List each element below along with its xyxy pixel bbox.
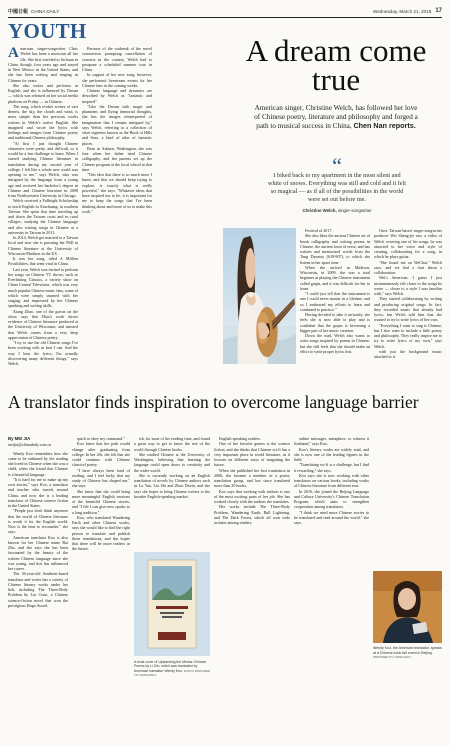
story2-col1-paragraph: The 36-year-old Southern-based translator and writer has a variety of Chinese literary works under her belt, including The Three-Body Problem by Liu Cixin, a Chinese science-fiction novel that won the prestigious Hugo Award. (8, 571, 68, 608)
story2-col3-paragraph: ish, for most of her reading time, and found a great way to get to know the rest of the world through Chinese books. (134, 436, 210, 452)
story2-col1-paragraph: "It is hard for me to make up my own stories," says Koo, a translator and teacher who travels around China, and now she is a leading translator of Chinese science fiction in the United States. (8, 476, 68, 508)
quote-icon: “ (332, 153, 342, 178)
story1-paragraph: Born in Auburn, Washington, she was four when her father tried Chinese calligraphy, and her parents set up the Chinese program at the local school at that time. (82, 145, 152, 172)
story2-column-5 (294, 436, 369, 742)
feature-paragraph: with just the background music attached to it. (374, 348, 442, 359)
story1-lead-text: merican singer-songwriter Chris Welch has been a musician all her life. She first traveled to Sichuan in China, though, four years ago and stayed in New Mexico in the United States, and she has been writing and singing in Chinese for years. (8, 46, 78, 83)
book-cover-image (134, 552, 210, 656)
story2-col2-paragraph: Koo knew that her path would change after graduating from college. In her 20s, she felt that she could continue with Chinese classical poetry. (72, 441, 130, 468)
story2-headline: A translator finds inspiration to overcome language barrier (8, 392, 419, 412)
story1-lead-paragraph (8, 46, 78, 83)
story1-paragraph: "At first I just thought Chinese characters were pretty, and difficult, so it would be a fun challenge to learn. When I started studying Chinese literature in translation during my second year of college, I felt like a whole new world was opening to me," says Welch, who was intrigued by the language from a young age and received her bachelor's degree in Chinese and Chinese literature in 2008 from Northwestern University in Chicago. (8, 140, 78, 198)
story2-column-6 (373, 436, 442, 566)
story1-paragraph: Because of the outbreak of the novel coronavirus prompting cancellation of concerts in the country, Welch had to postpone a scheduled summer tour in China. (82, 46, 152, 72)
feature-column-b (300, 228, 370, 380)
story1-paragraph: Last year, Welch was invited to perform her songs on Chinese TV shows, such as Everlasting Classics, a variety show on China Central Television, which was very much popular Chinese music fans, some of which were simply stunned with her singing, and impressed by her Chinese speaking and writing skills. (8, 266, 78, 309)
feature-paragraph: Down the road, Welch also wants to write songs inspired by poems in Chinese, but she still feels that she should make an effort to write proper lyrics first. (300, 333, 370, 354)
story2-col1-paragraph: "People just don't think anymore that the world of Chinese literature is worth it for the English world. Now is the time to reconsider," she says. (8, 508, 68, 535)
story2-col1-paragraph: Wendy Koo remembers how she came to be enthused by the reading she loved in Chinese when she was a child, when she found that Chinese is a beautiful language. (8, 450, 68, 477)
drop-cap: A (8, 46, 19, 61)
story2-column-3-top (134, 436, 210, 548)
story1-paragraph: "I try to use the old Chinese songs I've been working with as best I can. And the way I hear the lyrics, I'm actually discovering many different things," says Welch. (8, 340, 78, 366)
story1-paragraph: Chinese language and dynamics are described by Welch as "fantastic and inspired". (82, 88, 152, 104)
story2-column-1 (8, 436, 68, 742)
story1-paragraph: Welch received a Fulbright Scholarship to teach English in Xiaohuang, in southern Taiwan. She spent that time traveling up and down the Taiwan coast and in rural villages, studying the Chinese language and also writing songs in Chinese at a university in Taiwan in 2011. (8, 198, 78, 235)
story2-email: meijia@chinadaily.com.cn (8, 442, 52, 448)
story1-paragraph: The song, which evokes scenes of vast deserts, the sky, the clouds and wind, is more simple than her previous works written in Welch's native English. She imagined and wrote the lyrics with feelings and images from Chinese poetry and traditional Chinese philosophy. (8, 103, 78, 141)
story1-paragraph: "Like the Dream with magic and phantoms and flying immortal thoughts, she has the images reinterpreted of imagination that I remain intrigued by," says Welch, referring to a collection of short vignettes known as the Book of Hills and Seas, a kind of atlas of fantastic places. (82, 103, 152, 146)
story2-col5-paragraph: In 2016, she joined the Beijing Language and Culture University's Chinese Translation Program, which aims to strengthen cooperation among translators. (294, 488, 369, 510)
story2-col5-paragraph: "I think we need more Chinese stories to be translated and read around the world," she says. (294, 509, 369, 525)
story2-col2-paragraph: She knew that she could bring more meaningful English versions of the beautiful Chinese stories, and "I felt I can give new sparks to a long tradition." (72, 488, 130, 515)
story2-col5-paragraph: online messages, metaphors, or witness it firsthand," says Koo. (294, 436, 369, 447)
feature-paragraph: Wei's American, I guess I just instantaneously felt closer to the songs he wrote — closer to a style I was familiar with," says Welch. (374, 275, 442, 296)
feature-paragraph: Festival of 2017. (305, 228, 333, 233)
feature-photo (223, 228, 296, 364)
story2-column-4 (214, 436, 290, 742)
story2-col2-paragraph: quick to obey my command." (77, 436, 125, 441)
book-cover-caption-text: A book cover of Upstanding the Mentor-Chinese Poems by Li Zhu, which was translated by American translator Wendy Koo. (134, 660, 207, 673)
story2-col5-paragraph: Koo's literary works are widely read, and she is now one of the leading figures in the field. (294, 446, 369, 462)
feature-paragraph: "Everything I want to sing is Chinese, but I also want to include a little poetry and philosophy. They really inspire me to try to write lyrics of my own," says Welch. (374, 322, 442, 349)
pull-quote (266, 153, 408, 215)
story2-col4-paragraph: When she published her first translation in 2006, she became a member of a poetry translation group, and has since translated more than 20 books. (214, 467, 290, 489)
story2-col3-paragraph: She is currently working on an English translation of novels by Chinese authors such as Lu Yao, Liu Shi and Zhou Daxin, and she says she hopes to bring Chinese writers to the broader English-speaking market. (134, 472, 210, 499)
page-number: 17 (435, 8, 442, 14)
portrait-illustration (373, 571, 442, 643)
feature-column-c (374, 228, 442, 380)
feature-paragraph: She also likes the ancient Chinese art of brush calligraphy and writing poems in Chinese, the ancient form of verse, and has written and memorized words from the Tang Dynasty (618-907), to which she listens in her spare time. (300, 233, 370, 265)
masthead (8, 6, 442, 16)
story2-col4-paragraph: English-speaking readers. (219, 436, 261, 441)
feature-paragraph: Having decided to take it seriously, she feels she is now able to play and is confident that the guqin is becoming a bigger part of her music creation. (300, 312, 370, 333)
story2-column-3 (134, 682, 210, 742)
story2-col5-paragraph: "Translating sci-fi is a challenge, but I find it rewarding," she says. (294, 462, 369, 473)
story2-col1-paragraph: American translator Koo is also known for her Chinese name Bai Zhu, and she says she has been fascinated by the beauty of the written Chinese language since she was young, and this has influenced her career. (8, 534, 68, 571)
portrait-caption-text: Wendy Koo, the American translator, speaks at a Chinese book fair event in Beijing. (373, 646, 442, 655)
story1-paragraph: "This idea that there is so much more I know, and that we should keep trying to explore, is exactly what is really powerful," she says. "Whatever ideas that have inspired me to be, it is important for me to keep the songs that I've been thinking about and more of us to make this work." (82, 172, 152, 214)
story1-paragraph: In 2014, Welch got married to a Taiwan local and now she is pursuing her PhD in Chinese literature at the University of Wisconsin-Madison in the US. (8, 235, 78, 256)
masthead-rule (8, 17, 442, 18)
book-cover-caption (134, 660, 210, 678)
masthead-date: Wednesday, March 21, 2018 (373, 8, 432, 14)
pull-quote-attribution (266, 207, 408, 215)
story1-paragraph: In support of her new song, however, she performed livestream events for her Chinese fans in the coming weeks. (82, 72, 152, 88)
story1-column-1 (8, 46, 78, 376)
story1-column-2 (82, 46, 152, 376)
feature-paragraph: Once Taiwan-based singer-songwriter producer Wei Sheng-jie saw a video of Welch covering one of his songs, he was attracted to her voice and style of creating, collaborating for a song, in which he plays guitar. (374, 228, 442, 260)
story2-byline: By MEI JIA (8, 436, 31, 441)
feature-paragraph: "I could just tell that the instrument is one I could never master in a lifetime, and so I embraced my efforts to learn and continued to practice." (300, 291, 370, 312)
book-cover-credit: PHOTO PROVIDED TO CHINA DAILY (134, 668, 210, 678)
pull-quote-role: singer-songwriter (337, 208, 372, 213)
feature-deck-text: American singer, Christine Welch, has followed her love of Chinese poetry, literature and philosophy and forged a path to musical success in China, (254, 104, 418, 130)
pull-quote-author: Christine Welch, (302, 208, 337, 213)
feature-paragraph: "She found me on WeChat," Welch says, and we had a chat about a collaboration. (374, 259, 442, 275)
translator-portrait (373, 571, 442, 643)
story2-column-2 (72, 436, 130, 742)
portrait-caption (373, 646, 442, 660)
feature-deck (252, 104, 420, 130)
feature-paragraph: When she arrived in Madison, Wisconsin, in 2009, she was a total beginner at playing the Chinese instrument called guqin, and it was difficult for her to learn. (300, 264, 370, 291)
story1-paragraph: It was her song, titled A Million Possibilities, that went viral in China. (8, 256, 78, 267)
book-cover-illustration (134, 552, 210, 656)
story2-col4-paragraph: Koo says that working with authors is one of the most exciting parts of her job. She has worked closely with the authors she translates. (214, 488, 290, 504)
story2-col5-paragraph: Koo says she is now working with other translators on various books, including works of Chinese literature from different eras. (294, 472, 369, 489)
story2-col4-paragraph: One of her favorite genres is the science fiction, and she thinks that Chinese sci-fi has a very important place in world literature, as it focuses on different ways of imagining the future. (214, 441, 290, 468)
story2-col2-paragraph: "I have always been fond of reading, and I feel lucky that my study of Chinese has shaped me," she says. (72, 467, 130, 489)
pull-quote-text: I biked back to my apartment in the most silent and white of snows. Everything was still and cold and it felt so magical — as if all of the possibilities in the world were set out before me. (268, 172, 406, 203)
masthead-edition: CHINA DAILY (31, 8, 60, 14)
feature-paragraph: They started collaborating by writing and producing original songs. In fact, they recorded music that already had lyrics, but Welch told him that she wanted to try to write lyrics of her own. (374, 296, 442, 323)
feature-deck-author: Chen Nan reports. (353, 120, 416, 130)
section-title: YOUTH (8, 19, 87, 43)
portrait-credit: PROVIDED TO CHINA DAILY (373, 655, 412, 659)
masthead-logo: 中國日報 (8, 8, 29, 15)
story2-col2-paragraph: Koo, who translated Wandering Earth and other Chinese works, says she would like to find the right person to translate and publish these translations, and she hopes that there will be more readers in the future. (72, 514, 130, 552)
story1-paragraph: Xiang Zhao, one of the guests on the show, says that Zhao's work shows evidence of Chinese literature produced at the University of Wisconsin, and insisted that Welch comes from a very deep appreciation of Chinese poetry. (8, 308, 78, 340)
story2-col3-paragraph: She studied Chinese at the University of Washington, believing that learning the language could open doors to creativity and the wider world. (134, 451, 210, 473)
guitarist-illustration (223, 228, 296, 364)
story1-paragraph: She also writes and performs in English, and she is influenced by Dream — which was released on her social media platform on Friday — in Chinese. (8, 82, 78, 104)
story1-column-3 (156, 46, 219, 376)
story2-col4-paragraph: Her works include The Three-Body Problem, Wandering Earth, Ball Lightning, and The Dark Forest, which all won wide acclaim among readers. (214, 504, 290, 525)
feature-headline: A dream come true (245, 33, 427, 97)
